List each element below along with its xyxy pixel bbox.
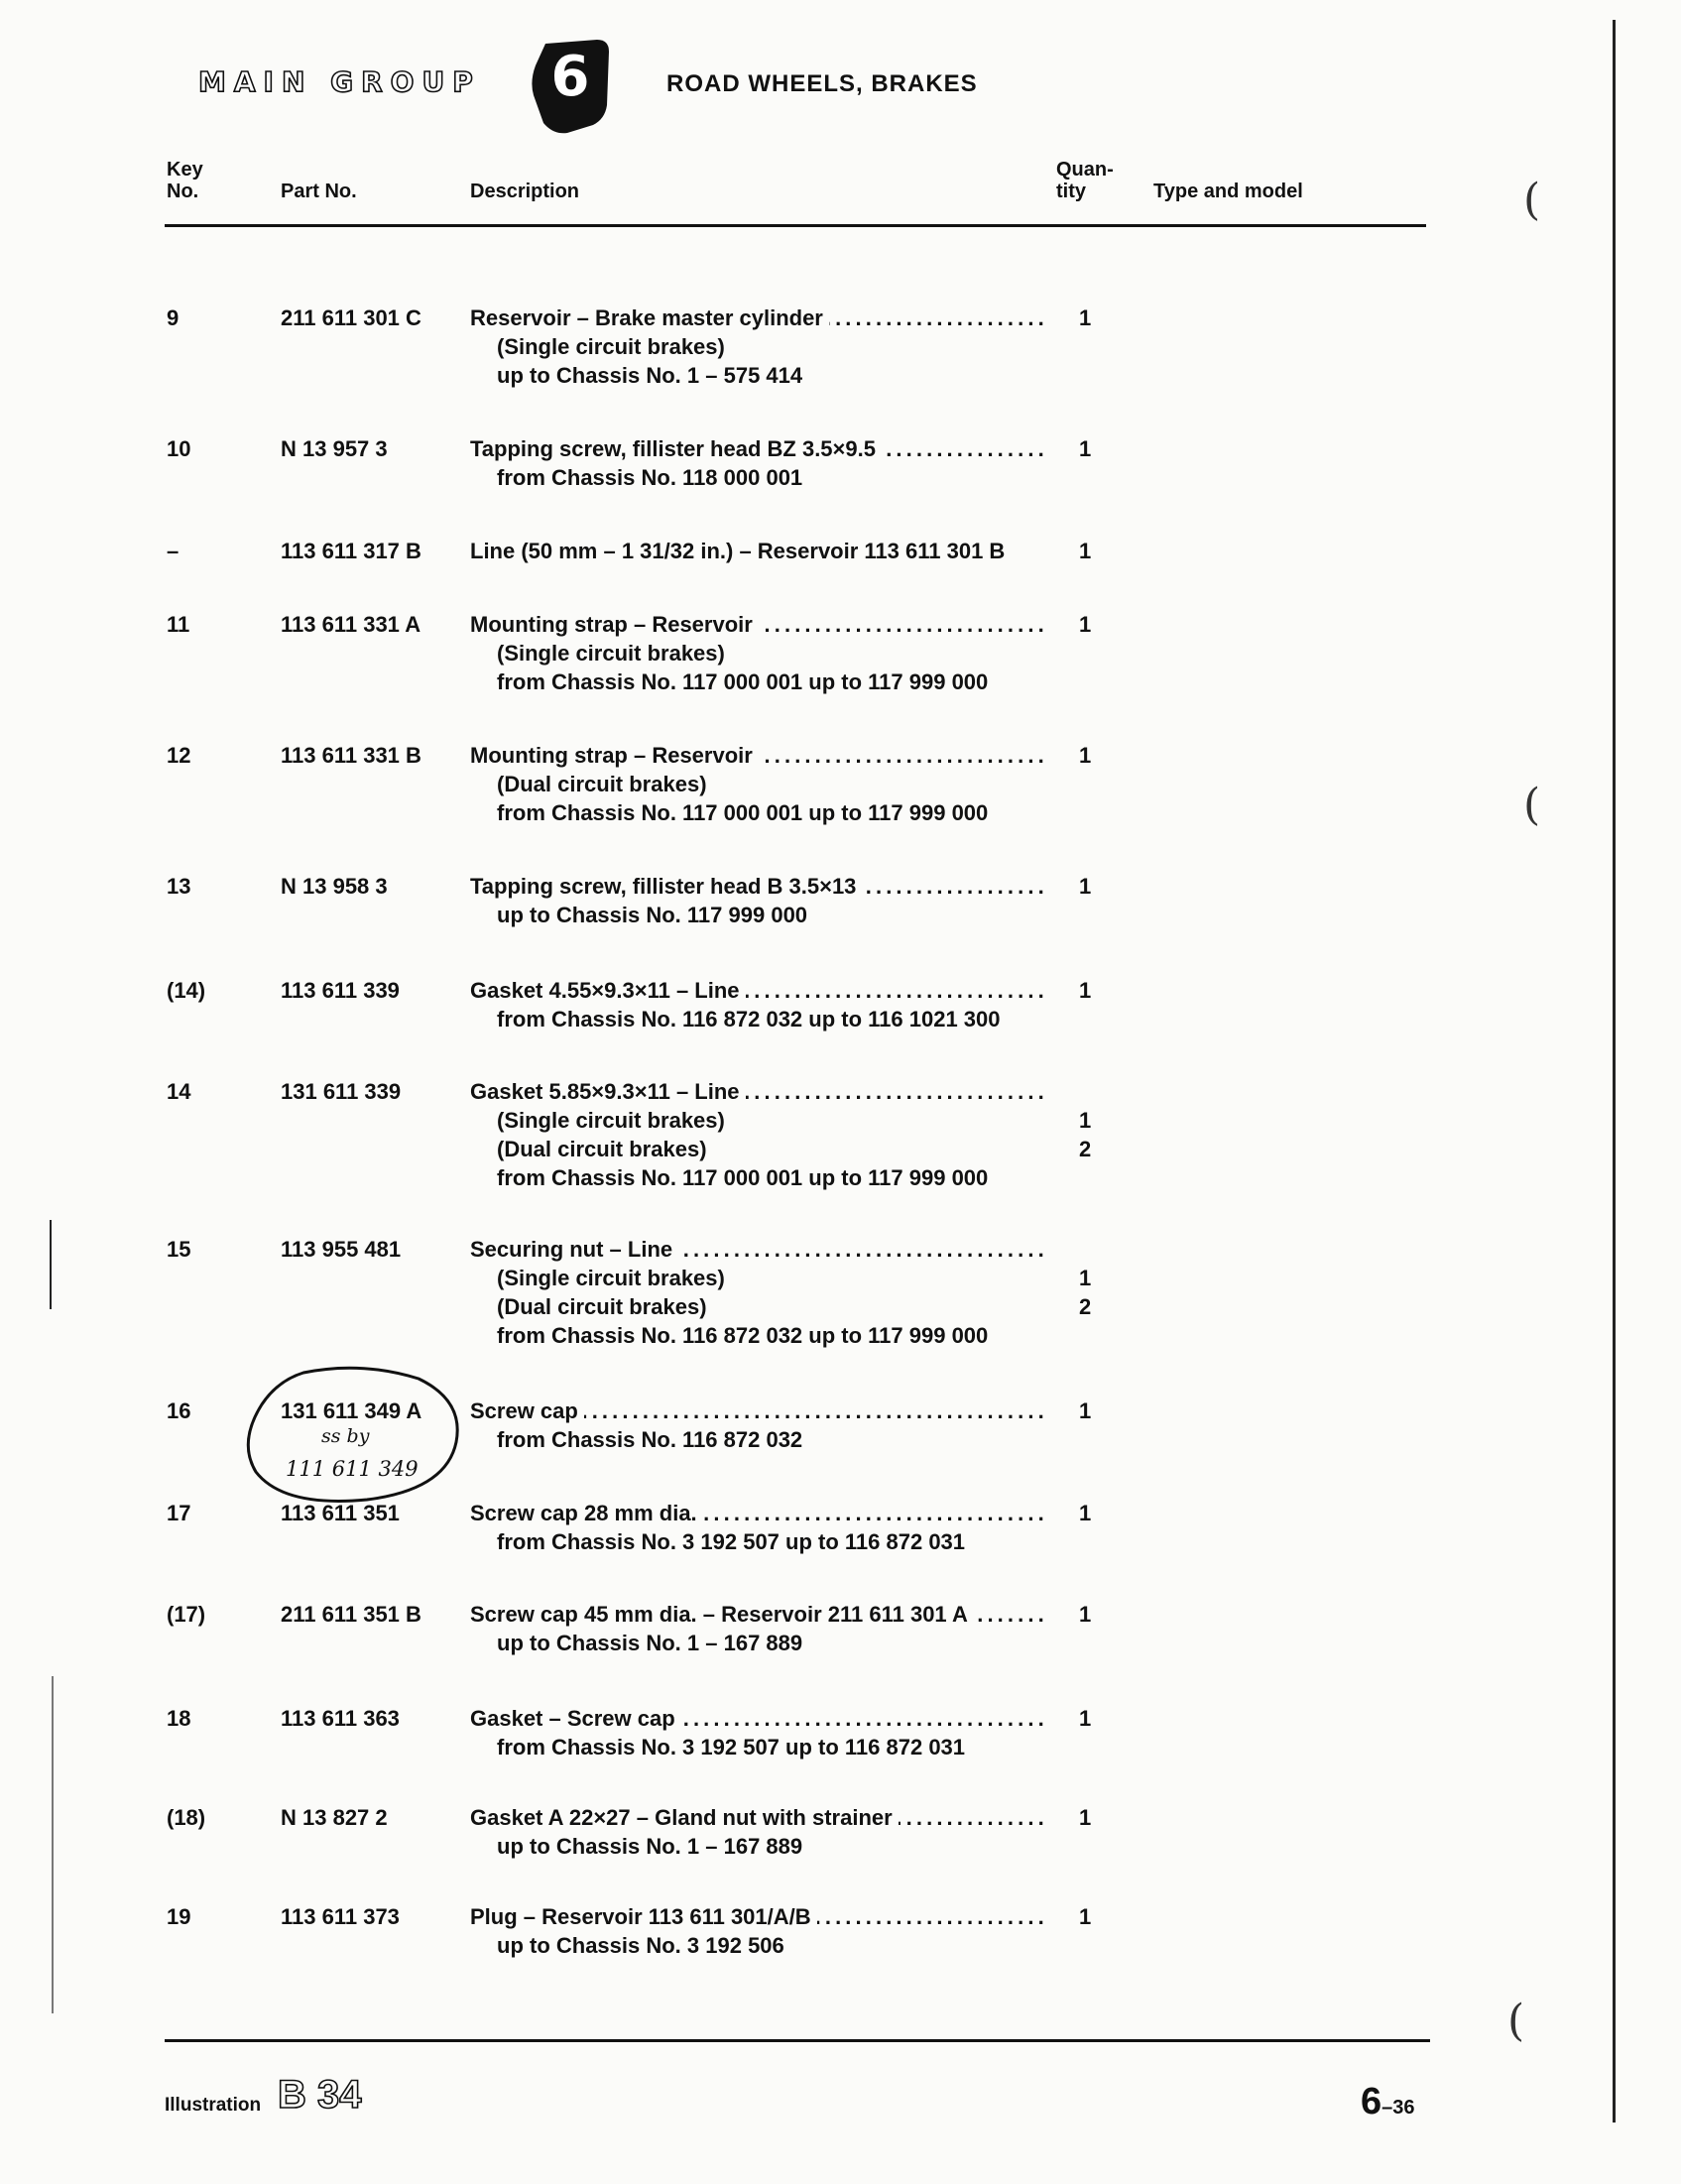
description-text: Gasket 5.85×9.3×11 – Line (470, 1079, 746, 1104)
row-description (470, 741, 1045, 827)
row-part-no: N 13 958 3 (281, 874, 388, 899)
description-text: Mounting strap – Reservoir (470, 612, 759, 637)
row-quantity (1079, 872, 1109, 901)
description-text: Mounting strap – Reservoir (470, 743, 759, 768)
row-description (470, 1499, 1045, 1556)
quantity-value: 1 (1079, 1108, 1092, 1133)
description-line: (Dual circuit brakes) (497, 1294, 707, 1319)
description-line: from Chassis No. 117 000 001 up to 117 999 000 (497, 669, 989, 694)
description-line (470, 1396, 1045, 1425)
row-quantity (1079, 303, 1109, 332)
quantity-value: 1 (1079, 1805, 1092, 1830)
header-rule (165, 224, 1426, 227)
row-description (470, 303, 1045, 390)
col-quantity-line2: tity (1056, 181, 1086, 202)
description-text: Plug – Reservoir 113 611 301/A/B (470, 1904, 817, 1929)
description-line: from Chassis No. 3 192 507 up to 116 872 031 (497, 1529, 966, 1554)
quantity-value: 1 (1079, 612, 1092, 637)
description-line: Line (50 mm – 1 31/32 in.) – Reservoir 113 611 301 B (470, 539, 1006, 563)
col-key-no-line2: No. (167, 181, 199, 202)
description-text: Gasket 4.55×9.3×11 – Line (470, 978, 746, 1003)
footer-rule (165, 2039, 1430, 2042)
row-quantity (1079, 1902, 1109, 1931)
row-description (470, 1902, 1045, 1960)
col-key-no (167, 159, 203, 202)
row-quantity (1079, 1235, 1109, 1321)
description-text: Gasket A 22×27 – Gland nut with strainer (470, 1805, 899, 1830)
description-text: Screw cap (470, 1398, 584, 1423)
circle-mark-icon (244, 1365, 470, 1506)
row-description (470, 872, 1045, 929)
description-text: Securing nut – Line (470, 1237, 678, 1262)
handwritten-annotation (244, 1365, 470, 1506)
description-line (470, 741, 1045, 770)
margin-arc-icon: ( (1507, 1996, 1525, 2046)
group-number-badge (528, 36, 613, 135)
row-key: 15 (167, 1237, 191, 1262)
row-key: 16 (167, 1398, 191, 1423)
row-key: 9 (167, 305, 180, 330)
row-key: 19 (167, 1904, 191, 1929)
description-line (470, 303, 1045, 332)
quantity-value: 1 (1079, 743, 1092, 768)
row-part-no: 113 611 331 B (281, 743, 421, 768)
description-line (470, 434, 1045, 463)
row-description (470, 1803, 1045, 1861)
quantity-value: 1 (1079, 539, 1092, 563)
row-quantity (1079, 434, 1109, 463)
quantity-value: 1 (1079, 305, 1092, 330)
margin-arc-icon: ( (1523, 175, 1541, 225)
description-line: up to Chassis No. 1 – 575 414 (497, 363, 803, 388)
binding-edge-line (1613, 20, 1616, 2123)
col-part-no: Part No. (281, 181, 357, 202)
quantity-value: 2 (1079, 1137, 1092, 1161)
description-text: Screw cap 28 mm dia. (470, 1501, 703, 1525)
quantity-value: 1 (1079, 1501, 1092, 1525)
quantity-value: 1 (1079, 1706, 1092, 1731)
row-description (470, 1704, 1045, 1761)
description-line (470, 610, 1045, 639)
description-line (470, 1600, 1045, 1629)
annotation-line-2: 111 611 349 (286, 1457, 419, 1481)
description-line (470, 976, 1045, 1005)
quantity-value (1079, 1077, 1109, 1106)
description-line: (Single circuit brakes) (497, 334, 725, 359)
row-description (470, 1600, 1045, 1657)
description-line: from Chassis No. 3 192 507 up to 116 872 031 (497, 1735, 966, 1759)
description-line: up to Chassis No. 1 – 167 889 (497, 1834, 803, 1859)
row-quantity (1079, 610, 1109, 639)
quantity-value: 1 (1079, 1266, 1092, 1290)
row-part-no: 113 611 331 A (281, 612, 421, 637)
row-part-no: N 13 827 2 (281, 1805, 388, 1830)
row-quantity (1079, 1600, 1109, 1629)
description-line: (Single circuit brakes) (497, 1266, 725, 1290)
quantity-value: 1 (1079, 874, 1092, 899)
description-line: from Chassis No. 116 872 032 up to 117 999 000 (497, 1323, 989, 1348)
col-key-no-line1: Key (167, 159, 203, 181)
row-key: (17) (167, 1602, 206, 1627)
row-key: 12 (167, 743, 191, 768)
quantity-value: 1 (1079, 1398, 1092, 1423)
description-text: Reservoir – Brake master cylinder (470, 305, 829, 330)
row-quantity (1079, 537, 1109, 565)
left-margin-mark (50, 1220, 52, 1309)
description-line: (Dual circuit brakes) (497, 1137, 707, 1161)
description-line (470, 872, 1045, 901)
row-key: – (167, 539, 180, 563)
row-part-no: N 13 957 3 (281, 436, 388, 461)
col-quantity-line1: Quan- (1056, 159, 1114, 181)
annotation-line-1: ss by (321, 1425, 370, 1447)
row-key: 10 (167, 436, 191, 461)
quantity-value: 2 (1079, 1294, 1092, 1319)
description-line: from Chassis No. 118 000 001 (497, 465, 803, 490)
col-type-model: Type and model (1153, 181, 1303, 202)
quantity-value: 1 (1079, 436, 1092, 461)
description-line (470, 1499, 1045, 1527)
quantity-value (1079, 1235, 1109, 1264)
description-text: Screw cap 45 mm dia. – Reservoir 211 611 301 A (470, 1602, 974, 1627)
page-number-main: 6 (1361, 2081, 1382, 2123)
page-number-sub: –36 (1381, 2097, 1415, 2119)
row-part-no: 113 611 351 (281, 1501, 400, 1525)
row-description (470, 537, 1045, 565)
description-line: (Single circuit brakes) (497, 1108, 725, 1133)
group-title: ROAD WHEELS, BRAKES (666, 70, 978, 97)
row-description (470, 610, 1045, 696)
description-line: from Chassis No. 117 000 001 up to 117 999 000 (497, 800, 989, 825)
row-quantity (1079, 1803, 1109, 1832)
description-line: up to Chassis No. 3 192 506 (497, 1933, 784, 1958)
illustration-label: Illustration (165, 2095, 262, 2116)
description-line (470, 1077, 1045, 1106)
description-line: (Dual circuit brakes) (497, 772, 707, 796)
description-line (470, 1704, 1045, 1733)
row-part-no: 131 611 349 A (281, 1398, 422, 1423)
row-part-no: 113 611 363 (281, 1706, 400, 1731)
row-quantity (1079, 976, 1109, 1005)
row-quantity (1079, 1396, 1109, 1425)
description-line: up to Chassis No. 117 999 000 (497, 903, 808, 927)
row-quantity (1079, 1499, 1109, 1527)
description-text: Gasket – Screw cap (470, 1706, 681, 1731)
description-line (470, 1803, 1045, 1832)
description-text: Tapping screw, fillister head BZ 3.5×9.5 (470, 436, 882, 461)
illustration-code: B 34 (278, 2073, 362, 2117)
row-part-no: 211 611 301 C (281, 305, 421, 330)
row-part-no: 113 611 373 (281, 1904, 400, 1929)
description-line (470, 1902, 1045, 1931)
row-description (470, 1235, 1045, 1350)
row-part-no: 113 611 339 (281, 978, 400, 1003)
row-key: 14 (167, 1079, 191, 1104)
quantity-value: 1 (1079, 1904, 1092, 1929)
description-line: from Chassis No. 117 000 001 up to 117 999 000 (497, 1165, 989, 1190)
description-line: from Chassis No. 116 872 032 up to 116 1021 300 (497, 1007, 1001, 1031)
description-line: from Chassis No. 116 872 032 (497, 1427, 803, 1452)
row-part-no: 131 611 339 (281, 1079, 402, 1104)
group-number: 6 (550, 45, 590, 109)
row-part-no: 113 955 481 (281, 1237, 402, 1262)
row-description (470, 434, 1045, 492)
row-quantity (1079, 741, 1109, 770)
quantity-value: 1 (1079, 1602, 1092, 1627)
description-line: up to Chassis No. 1 – 167 889 (497, 1631, 803, 1655)
row-quantity (1079, 1704, 1109, 1733)
row-description (470, 1077, 1045, 1192)
row-part-no: 113 611 317 B (281, 539, 421, 563)
row-description (470, 976, 1045, 1033)
page-number (1361, 2081, 1415, 2123)
quantity-value: 1 (1079, 978, 1092, 1003)
main-group-label: MAIN GROUP (198, 65, 481, 98)
row-key: (14) (167, 978, 206, 1003)
row-key: 13 (167, 874, 191, 899)
row-key: 17 (167, 1501, 191, 1525)
description-line (470, 1235, 1045, 1264)
margin-arc-icon: ( (1523, 780, 1541, 830)
row-key: (18) (167, 1805, 206, 1830)
col-description: Description (470, 181, 580, 202)
description-text: Tapping screw, fillister head B 3.5×13 (470, 874, 862, 899)
description-line: (Single circuit brakes) (497, 641, 725, 666)
row-key: 18 (167, 1706, 191, 1731)
row-quantity (1079, 1077, 1109, 1163)
row-description (470, 1396, 1045, 1454)
left-margin-mark (52, 1676, 54, 2013)
col-quantity (1056, 159, 1114, 202)
row-key: 11 (167, 612, 190, 637)
row-part-no: 211 611 351 B (281, 1602, 421, 1627)
